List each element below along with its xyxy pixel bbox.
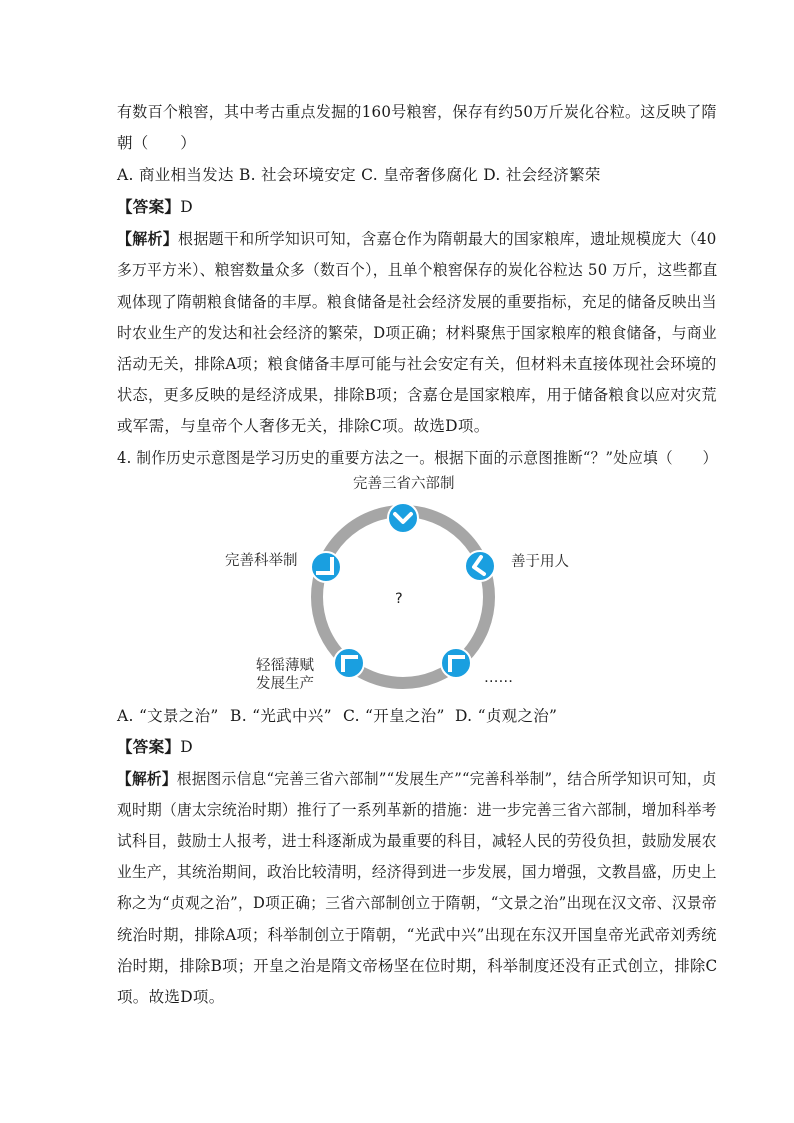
q4-analysis-line-7: 治时期，排除B项；开皇之治是隋文帝杨坚在位时期，科举制度还没有正式创立，排除C: [117, 957, 718, 975]
q4-analysis-line-4: 业生产，其统治期间，政治比较清明，经济得到进一步发展，国力增强，文教昌盛，历史上: [117, 863, 717, 881]
q3-analysis-line-4: 时农业生产的发达和社会经济的繁荣，D项正确；材料聚焦于国家粮库的粮食储备，与商业: [117, 324, 718, 342]
diagram-label-right: 善于用人: [511, 554, 569, 570]
answer-value: D: [180, 198, 193, 216]
q3-stem-line-2: 朝（ ）: [117, 134, 197, 152]
option-d: D. “贞观之治”: [455, 707, 558, 725]
answer-label: 【答案】: [117, 197, 181, 216]
analysis-text: 根据题干和所学知识可知，含嘉仓作为隋朝最大的国家粮库，遗址规模庞大（40: [178, 230, 717, 248]
diagram-label-left: 完善科举制: [225, 553, 298, 569]
chevron-down-icon: [388, 503, 418, 533]
q4-analysis-line-3: 试科目，鼓励士人报考，进士科逐渐成为最重要的科目，减轻人民的劳役负担，鼓励发展农: [117, 832, 717, 850]
analysis-label: 【解析】: [117, 769, 177, 788]
q3-analysis-line-6: 状态，更多反映的是经济成果，排除B项；含嘉仓是国家粮库，用于储备粮食以应对灾荒: [117, 386, 717, 404]
q3-answer: [117, 196, 683, 218]
q4-analysis-line-5: 称之为“贞观之治”，D项正确；三省六部制创立于隋朝，“文景之治”出现在汉文帝、汉景帝: [117, 894, 717, 912]
answer-label: 【答案】: [117, 737, 181, 756]
analysis-text: 根据图示信息“完善三省六部制”“发展生产”“完善科举制”，结合所学知识可知，贞: [176, 770, 717, 788]
diagram-center-label: ?: [395, 591, 403, 607]
answer-value: D: [180, 738, 193, 756]
q3-analysis-line-7: 或军需，与皇帝个人奢侈无关，排除C项。故选D项。: [117, 417, 490, 435]
q3-analysis-line-2: 多万平方米）、粮窖数量众多（数百个），且单个粮窖保存的炭化谷粒达 50 万斤，这些都直: [117, 261, 718, 279]
option-a: A. “文景之治”: [117, 707, 219, 725]
option-c: C. “开皇之治”: [343, 707, 445, 725]
q4-stem: 4. 制作历史示意图是学习历史的重要方法之一。根据下面的示意图推断“？”处应填（ ）: [117, 449, 718, 467]
q4-analysis-line-2: 观时期（唐太宗统治时期）推行了一系列革新的措施：进一步完善三省六部制，增加科举考: [117, 801, 717, 819]
diagram-label-top: 完善三省六部制: [353, 476, 455, 492]
q4-analysis-line-1: [117, 768, 717, 790]
q3-options: A. 商业相当发达 B. 社会环境安定 C. 皇帝奢侈腐化 D. 社会经济繁荣: [117, 166, 601, 184]
q4-analysis-line-6: 统治时期，排除A项；科举制创立于隋朝，“光武中兴”出现在东汉开国皇帝光武帝刘秀统: [117, 926, 717, 944]
cycle-diagram: [205, 470, 605, 700]
corner-arrow-icon: [334, 648, 364, 678]
q4-analysis-line-8: 项。故选D项。: [117, 988, 225, 1006]
q4-answer: [117, 736, 683, 758]
option-b: B. “光武中兴”: [230, 707, 332, 725]
diagram-label-bottom-right: ……: [484, 670, 513, 686]
diagram-label-bottom-left-2: 发展生产: [256, 676, 314, 692]
diagram-label-bottom-left-1: 轻徭薄赋: [256, 658, 314, 674]
corner-arrow-icon: [311, 552, 341, 582]
corner-arrow-icon: [441, 648, 471, 678]
chevron-left-icon: [465, 551, 495, 581]
q3-analysis-line-1: [117, 228, 717, 250]
q3-analysis-line-3: 观体现了隋朝粮食储备的丰厚。粮食储备是社会经济发展的重要指标，充足的储备反映出当: [117, 293, 717, 311]
q3-analysis-line-5: 活动无关，排除A项；粮食储备丰厚可能与社会安定有关，但材料未直接体现社会环境的: [117, 355, 717, 373]
analysis-label: 【解析】: [117, 229, 179, 248]
q3-stem-line-1: 有数百个粮窖，其中考古重点发掘的160号粮窖，保存有约50万斤炭化谷粒。这反映了隋: [117, 103, 717, 121]
